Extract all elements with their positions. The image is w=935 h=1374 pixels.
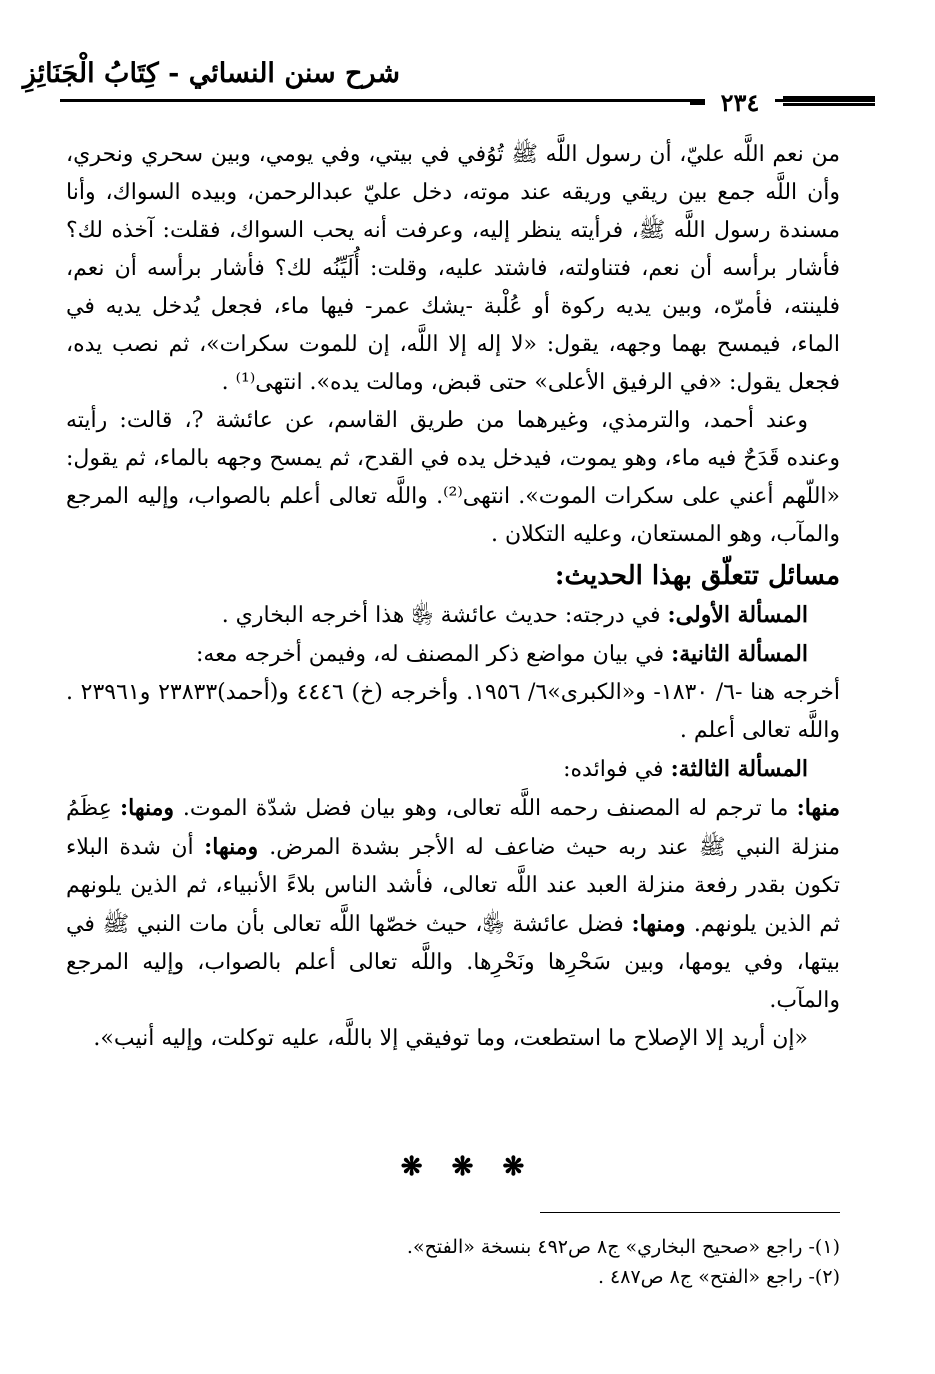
issue-3-text: في فوائده: xyxy=(563,757,671,782)
running-header-title: شرح سنن النسائي - كِتَابُ الْجَنَائِزِ xyxy=(22,58,400,89)
closing-quote: «إن أريد إلا الإصلاح ما استطعت، وما توفيقي إلا باللَّه، عليه توكلت، وإليه أنيب». xyxy=(93,1026,808,1051)
benefit-3-label: ومنها: xyxy=(204,834,270,860)
issue-1-text: في درجته: حديث عائشة ﵂ هذا أخرجه البخاري . xyxy=(221,603,668,628)
footnote-2: (٢)- راجع «الفتح» ج٨ ص٤٨٧ . xyxy=(597,1266,840,1288)
issue-2-label: المسألة الثانية: xyxy=(671,641,808,667)
issue-2-detail: أخرجه هنا -٦/ ١٨٣٠- و«الكبرى»٦/ ١٩٥٦. وأخرجه (خ) ٤٤٤٦ و(أحمد)٢٣٨٣٣ و٢٣٩٦١ . واللَّه تعالى أعلم . xyxy=(66,680,840,743)
page-number-ornament xyxy=(783,96,875,110)
footnote-1: (١)- راجع «صحيح البخاري» ج٨ ص٤٩٢ بنسخة «الفتح». xyxy=(406,1236,840,1258)
issue-2-text: في بيان مواضع ذكر المصنف له، وفيمن أخرجه معه: xyxy=(195,642,672,667)
benefit-4-label: ومنها: xyxy=(631,911,694,937)
benefit-2-text: عِظَمُ منزلة النبي ﷺ عند ربه حيث ضاعف له الأجر بشدة المرض. xyxy=(66,796,841,860)
benefit-3-text: أن شدة البلاء تكون بقدر رفعة منزلة العبد عند اللَّه تعالى، فأشد الناس بلاءً الأنبياء، ثم الذين يلونهم ثم الذين يلونهم. xyxy=(66,835,840,937)
benefit-1-label: منها: xyxy=(796,795,840,821)
issue-3 xyxy=(66,750,840,789)
footnote-separator xyxy=(540,1212,840,1213)
benefits-paragraph xyxy=(66,789,840,1020)
benefit-2-label: ومنها: xyxy=(120,795,183,821)
issue-3-label: المسألة الثالثة: xyxy=(670,756,808,782)
section-divider-stars: ❋ ❋ ❋ xyxy=(400,1152,535,1182)
benefit-4-text: فضل عائشة ﵂، حيث خصّها اللَّه تعالى بأن مات النبي ﷺ في بيتها، وفي يومها، وبين سَحْرِها ونَحْرِها. واللَّه تعالى أعلم بالصواب، وإليه المرجع والمآب. xyxy=(66,912,840,1013)
paragraph-ahmad: وعند أحمد، والترمذي، وغيرهما من طريق القاسم، عن عائشة ?، قالت: رأيته وعنده قَدَحٌ فيه ماء، وهو يموت، فيدخل يده في القدح، ثم يمسح وجهه بالماء، ثم يقول: «اللّهم أعني على سكرات الموت». انتهى⁽²⁾. واللَّه تعالى أعلم بالصواب، وإليه المرجع والمآب، وهو المستعان، وعليه التكلان . xyxy=(66,408,840,547)
footnotes xyxy=(300,1232,840,1292)
paragraph-hadith: من نعم اللَّه عليّ، أن رسول اللَّه ﷺ تُوُفي في بيتي، وفي يومي، وبين سحري ونحري، وأن اللَّه جمع بين ريقي وريقه عند موته، دخل عليّ عبدالرحمن، وبيده السواك، وأنا مسندة رسول اللَّه ﷺ، فرأيته ينظر إليه، وعرفت أنه يحب السواك، فقلت: آخذه لك؟ فأشار برأسه أن نعم، فتناولته، فاشتد عليه، وقلت: أُلَيِّنُه لك؟ فأشار برأسه أن نعم، فلينته، فأمرّه، وبين يديه ركوة أو عُلْبة -يشك عمر- فيها ماء، فجعل يُدخل يديه في الماء، فيمسح بهما وجهه، يقول: «لا إله إلا اللَّه، إن للموت سكرات»، ثم نصب يده، فجعل يقول: «في الرفيق الأعلى» حتى قبض، ومالت يده». انتهى⁽¹⁾ . xyxy=(66,142,841,395)
benefit-1-text: ما ترجم له المصنف رحمه اللَّه تعالى، وهو بيان فضل شدّة الموت. xyxy=(182,796,797,821)
issue-1 xyxy=(66,596,840,635)
issue-1-label: المسألة الأولى: xyxy=(667,602,808,628)
issue-2 xyxy=(66,635,840,674)
section-heading: مسائل تتعلّق بهذا الحديث: xyxy=(554,561,840,591)
main-text xyxy=(66,136,840,1058)
page-number: ٢٣٤ xyxy=(705,88,775,118)
